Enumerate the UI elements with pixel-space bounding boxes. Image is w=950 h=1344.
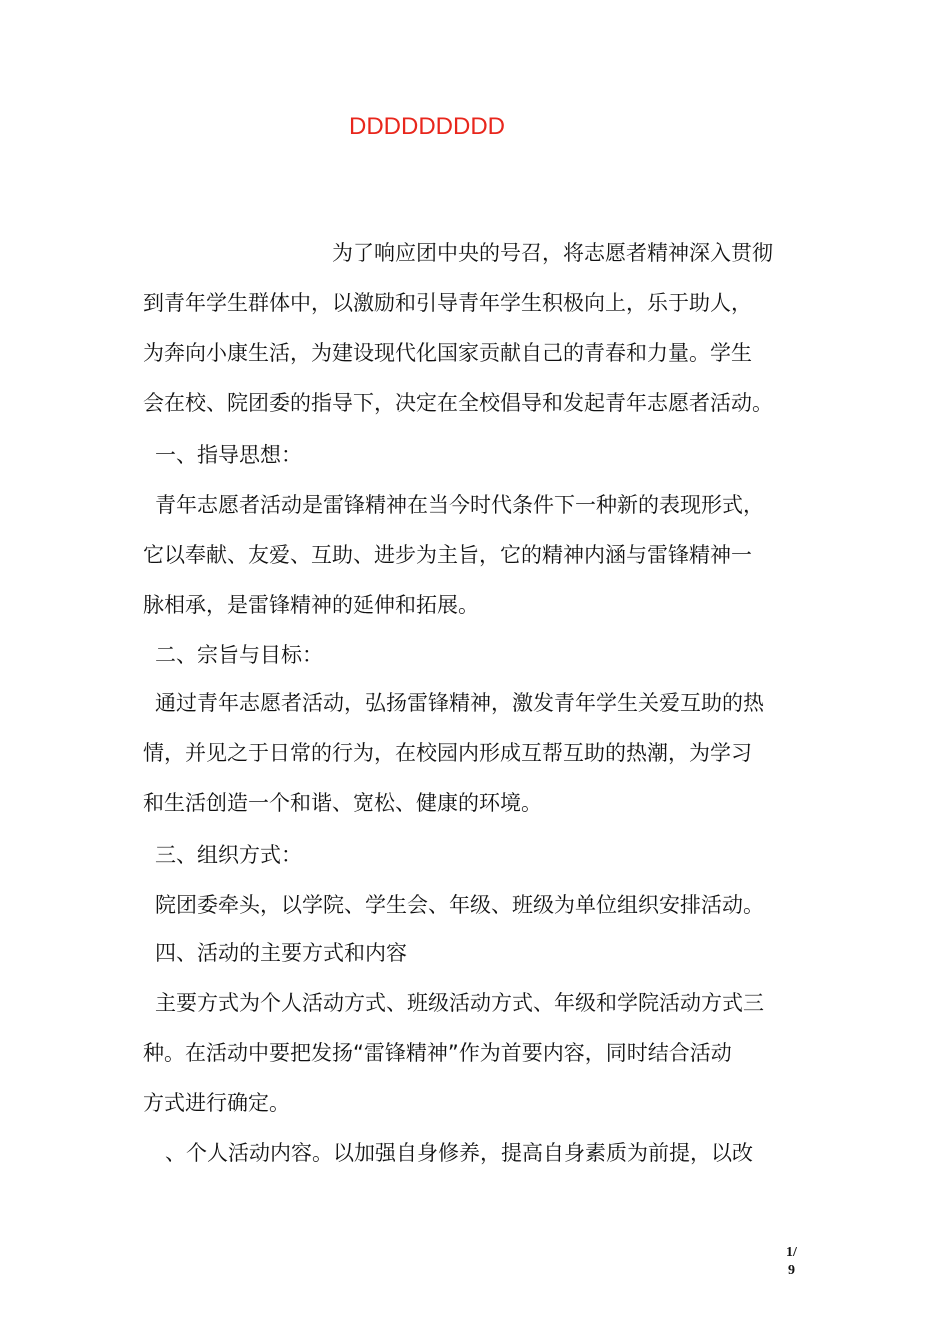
section-heading-3: 三、组织方式：	[155, 843, 302, 867]
paragraph-line-4: 会在校、院团委的指导下，决定在全校倡导和发起青年志愿者活动。	[143, 391, 773, 415]
paragraph-line-5: 青年志愿者活动是雷锋精神在当今时代条件下一种新的表现形式，	[155, 493, 764, 517]
paragraph-line-12: 主要方式为个人活动方式、班级活动方式、年级和学院活动方式三	[155, 991, 764, 1015]
paragraph-line-10: 和生活创造一个和谐、宽松、健康的环境。	[143, 791, 542, 815]
page-number-current: 1/	[786, 1245, 797, 1260]
section-heading-4: 四、活动的主要方式和内容	[155, 941, 407, 965]
paragraph-line-1: 为了响应团中央的号召，将志愿者精神深入贯彻	[332, 241, 773, 265]
paragraph-line-6: 它以奉献、友爱、互助、进步为主旨，它的精神内涵与雷锋精神一	[143, 543, 752, 567]
paragraph-line-14: 方式进行确定。	[143, 1091, 290, 1115]
document-title: DDDDDDDDD	[349, 113, 505, 140]
paragraph-line-7: 脉相承，是雷锋精神的延伸和拓展。	[143, 593, 479, 617]
paragraph-line-3: 为奔向小康生活，为建设现代化国家贡献自己的青春和力量。学生	[143, 341, 752, 365]
section-heading-2: 二、宗旨与目标：	[155, 643, 323, 667]
paragraph-line-9: 情，并见之于日常的行为，在校园内形成互帮互助的热潮，为学习	[143, 741, 752, 765]
section-heading-1: 一、指导思想：	[155, 443, 302, 467]
paragraph-line-15: 、个人活动内容。以加强自身修养，提高自身素质为前提，以改	[165, 1141, 753, 1165]
paragraph-line-13: 种。在活动中要把发扬“雷锋精神”作为首要内容，同时结合活动	[143, 1041, 732, 1065]
page-number-total: 9	[788, 1263, 795, 1278]
paragraph-line-8: 通过青年志愿者活动，弘扬雷锋精神，激发青年学生关爱互助的热	[155, 691, 764, 715]
paragraph-line-2: 到青年学生群体中，以激励和引导青年学生积极向上，乐于助人，	[143, 291, 752, 315]
paragraph-line-11: 院团委牵头，以学院、学生会、年级、班级为单位组织安排活动。	[155, 893, 764, 917]
